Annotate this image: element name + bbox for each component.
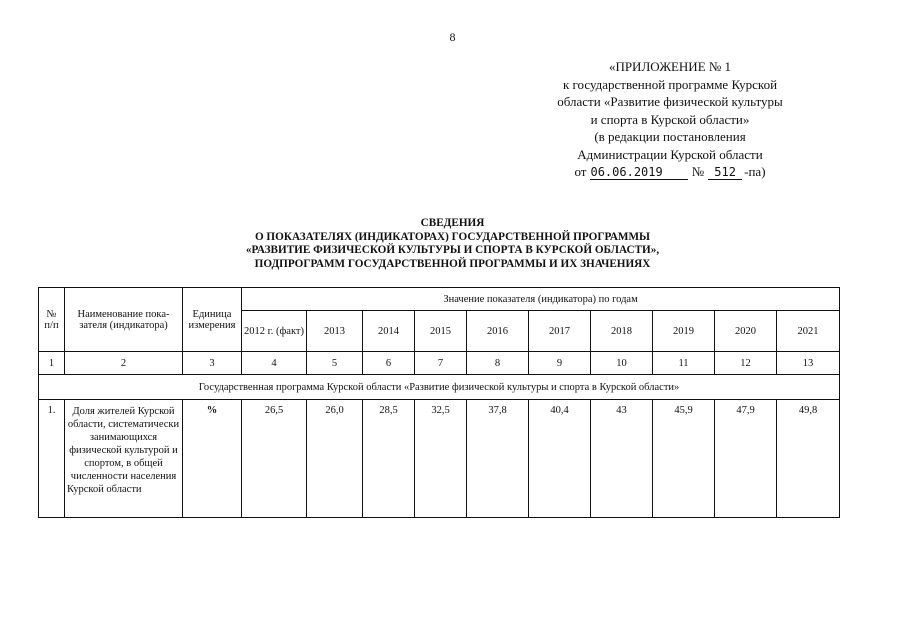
table-row <box>39 400 840 518</box>
value-cell: 40,4 <box>529 400 591 518</box>
column-number: 1 <box>39 352 65 375</box>
value-cell: 26,5 <box>242 400 307 518</box>
header-year: 2020 <box>715 311 777 352</box>
column-number: 7 <box>415 352 467 375</box>
title-line: СВЕДЕНИЯ <box>420 217 485 229</box>
value-cell: 43 <box>591 400 653 518</box>
resolution-date: 06.06.2019 <box>590 166 688 180</box>
value-cell: 28,5 <box>363 400 415 518</box>
resolution-number: 512 <box>708 166 742 180</box>
title-line: «РАЗВИТИЕ ФИЗИЧЕСКОЙ КУЛЬТУРЫ И СПОРТА В КУРСКОЙ ОБЛАСТИ», <box>245 244 660 256</box>
number-label: № <box>691 164 705 179</box>
appendix-line: Администрации Курской области <box>577 146 763 162</box>
number-suffix: -па) <box>744 164 766 179</box>
row-number: 1. <box>39 400 65 518</box>
header-year: 2013 <box>307 311 363 352</box>
value-cell: 37,8 <box>467 400 529 518</box>
column-number: 11 <box>653 352 715 375</box>
value-cell: 47,9 <box>715 400 777 518</box>
appendix-line: области «Развитие физической культуры <box>557 94 783 109</box>
header-year: 2016 <box>467 311 529 352</box>
appendix-title: «ПРИЛОЖЕНИЕ № 1 <box>608 59 732 74</box>
value-cell: 32,5 <box>415 400 467 518</box>
column-number: 2 <box>65 352 183 375</box>
header-num: № п/п <box>39 288 65 352</box>
value-cell: 26,0 <box>307 400 363 518</box>
header-row <box>39 288 840 311</box>
column-number: 10 <box>591 352 653 375</box>
section-row <box>39 375 840 400</box>
appendix-line: и спорта в Курской области» <box>590 111 750 127</box>
from-label: от <box>574 164 587 179</box>
title-line: О ПОКАЗАТЕЛЯХ (ИНДИКАТОРАХ) ГОСУДАРСТВЕННОЙ ПРОГРАММЫ <box>254 230 651 243</box>
page-number: 8 <box>449 30 456 44</box>
document-title <box>0 217 905 271</box>
header-year: 2021 <box>777 311 840 352</box>
header-year: 2019 <box>653 311 715 352</box>
column-numbers-row <box>39 352 840 375</box>
header-year: 2014 <box>363 311 415 352</box>
column-number: 3 <box>183 352 242 375</box>
title-line: ПОДПРОГРАММ ГОСУДАРСТВЕННОЙ ПРОГРАММЫ И ИХ ЗНАЧЕНИЯХ <box>254 257 651 270</box>
header-unit: Единица измерения <box>183 288 242 352</box>
indicator-name: Доля жителей Курской области, систематически занимающихся физической культурой и спортом, в общей численности населения Курской области <box>65 400 183 518</box>
column-number: 9 <box>529 352 591 375</box>
header-values-group: Значение показателя (индикатора) по годам <box>242 288 840 311</box>
header-year: 2015 <box>415 311 467 352</box>
column-number: 12 <box>715 352 777 375</box>
section-title: Государственная программа Курской области «Развитие физической культуры и спорта в Курской области» <box>39 375 840 400</box>
indicators-table <box>38 287 840 518</box>
header-year: 2018 <box>591 311 653 352</box>
value-cell: 49,8 <box>777 400 840 518</box>
value-cell: 45,9 <box>653 400 715 518</box>
column-number: 13 <box>777 352 840 375</box>
appendix-line: (в редакции постановления <box>594 129 746 144</box>
resolution-reference <box>510 163 830 181</box>
appendix-line: к государственной программе Курской <box>562 76 778 92</box>
column-number: 4 <box>242 352 307 375</box>
header-year: 2017 <box>529 311 591 352</box>
column-number: 8 <box>467 352 529 375</box>
column-number: 5 <box>307 352 363 375</box>
indicator-unit: % <box>183 400 242 518</box>
column-number: 6 <box>363 352 415 375</box>
appendix-header <box>510 58 830 181</box>
header-name: Наименование пока- зателя (индикатора) <box>65 288 183 352</box>
header-year: 2012 г. (факт) <box>242 311 307 352</box>
